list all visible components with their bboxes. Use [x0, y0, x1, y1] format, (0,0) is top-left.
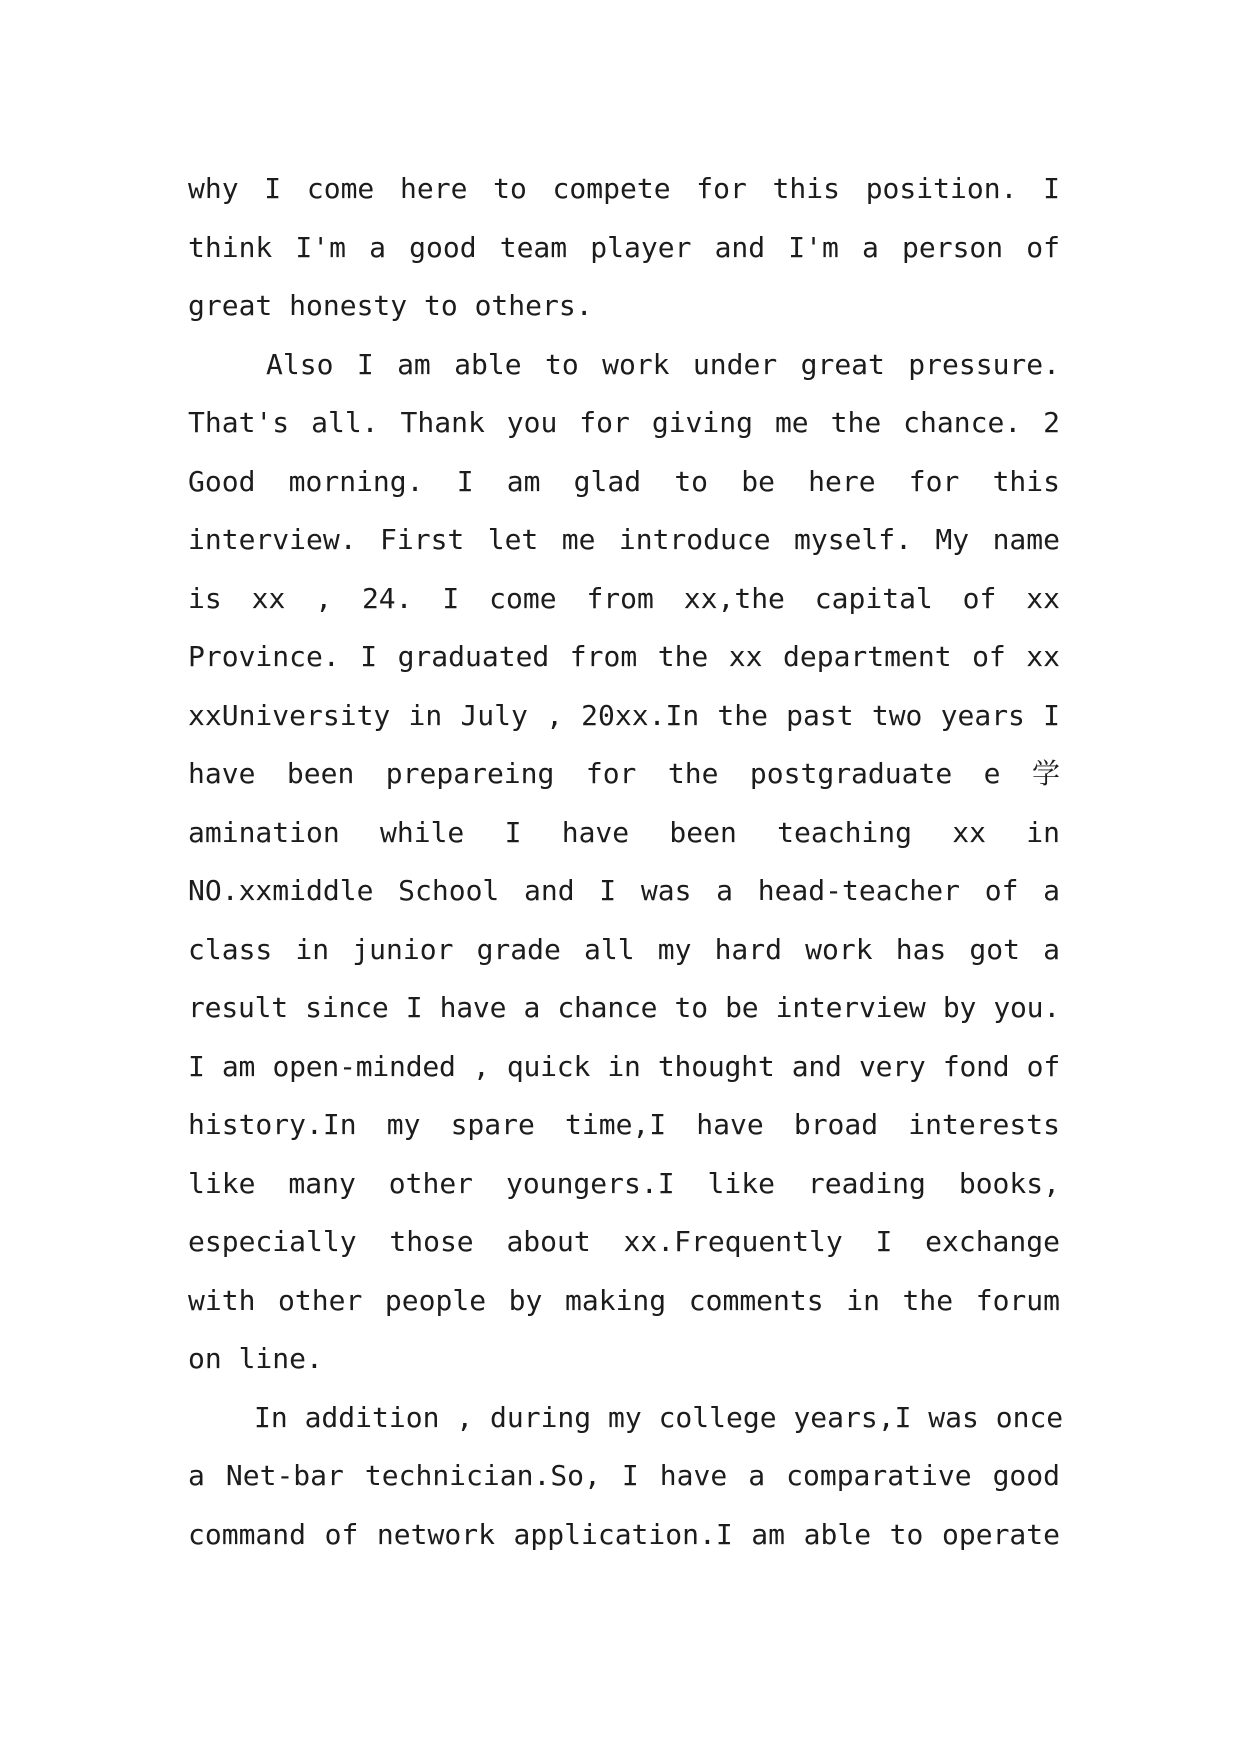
text-line: command of network application.I am able to operate — [188, 1517, 1060, 1551]
text-line: NO.xxmiddle School and I was a head-teacher of a — [188, 874, 1060, 907]
text-line: result since I have a chance to be interview by you. — [188, 991, 1060, 1024]
text-line: xxUniversity in July , 20xx.In the past two years I — [188, 698, 1060, 732]
text-line: That's all. Thank you for giving me the chance. 2 — [188, 406, 1060, 439]
text-line: think I'm a good team player and I'm a person of — [188, 230, 1060, 264]
body-text — [188, 160, 1064, 1564]
text-line: especially those about xx.Frequently I exchange — [188, 1225, 1060, 1258]
text-line: class in junior grade all my hard work has got a — [188, 932, 1060, 966]
paragraph-first-line: In addition , during my college years,I was once — [254, 1400, 1064, 1434]
text-line: interview. First let me introduce myself. My name — [188, 523, 1060, 556]
text-line: like many other youngers.I like reading books, — [188, 1166, 1060, 1200]
paragraph-first-line: Also I am able to work under great pressure. — [266, 347, 1060, 381]
text-line: great honesty to others. — [188, 289, 593, 322]
text-line: why I come here to compete for this position. I — [188, 172, 1060, 205]
text-line: on line. — [188, 1342, 323, 1375]
text-line: a Net-bar technician.So, I have a comparative good — [188, 1459, 1060, 1492]
text-line: Province. I graduated from the xx department of xx — [188, 640, 1060, 673]
text-line: have been prepareing for the postgraduate e 学 — [188, 757, 1060, 790]
text-line: history.In my spare time,I have broad interests — [188, 1108, 1060, 1141]
text-line: with other people by making comments in the forum — [188, 1283, 1060, 1317]
text-line: is xx , 24. I come from xx,the capital of xx — [188, 581, 1060, 615]
text-line: I am open-minded , quick in thought and very fond of — [188, 1049, 1060, 1083]
text-line: amination while I have been teaching xx in — [188, 815, 1060, 849]
text-line: Good morning. I am glad to be here for this — [188, 464, 1060, 498]
